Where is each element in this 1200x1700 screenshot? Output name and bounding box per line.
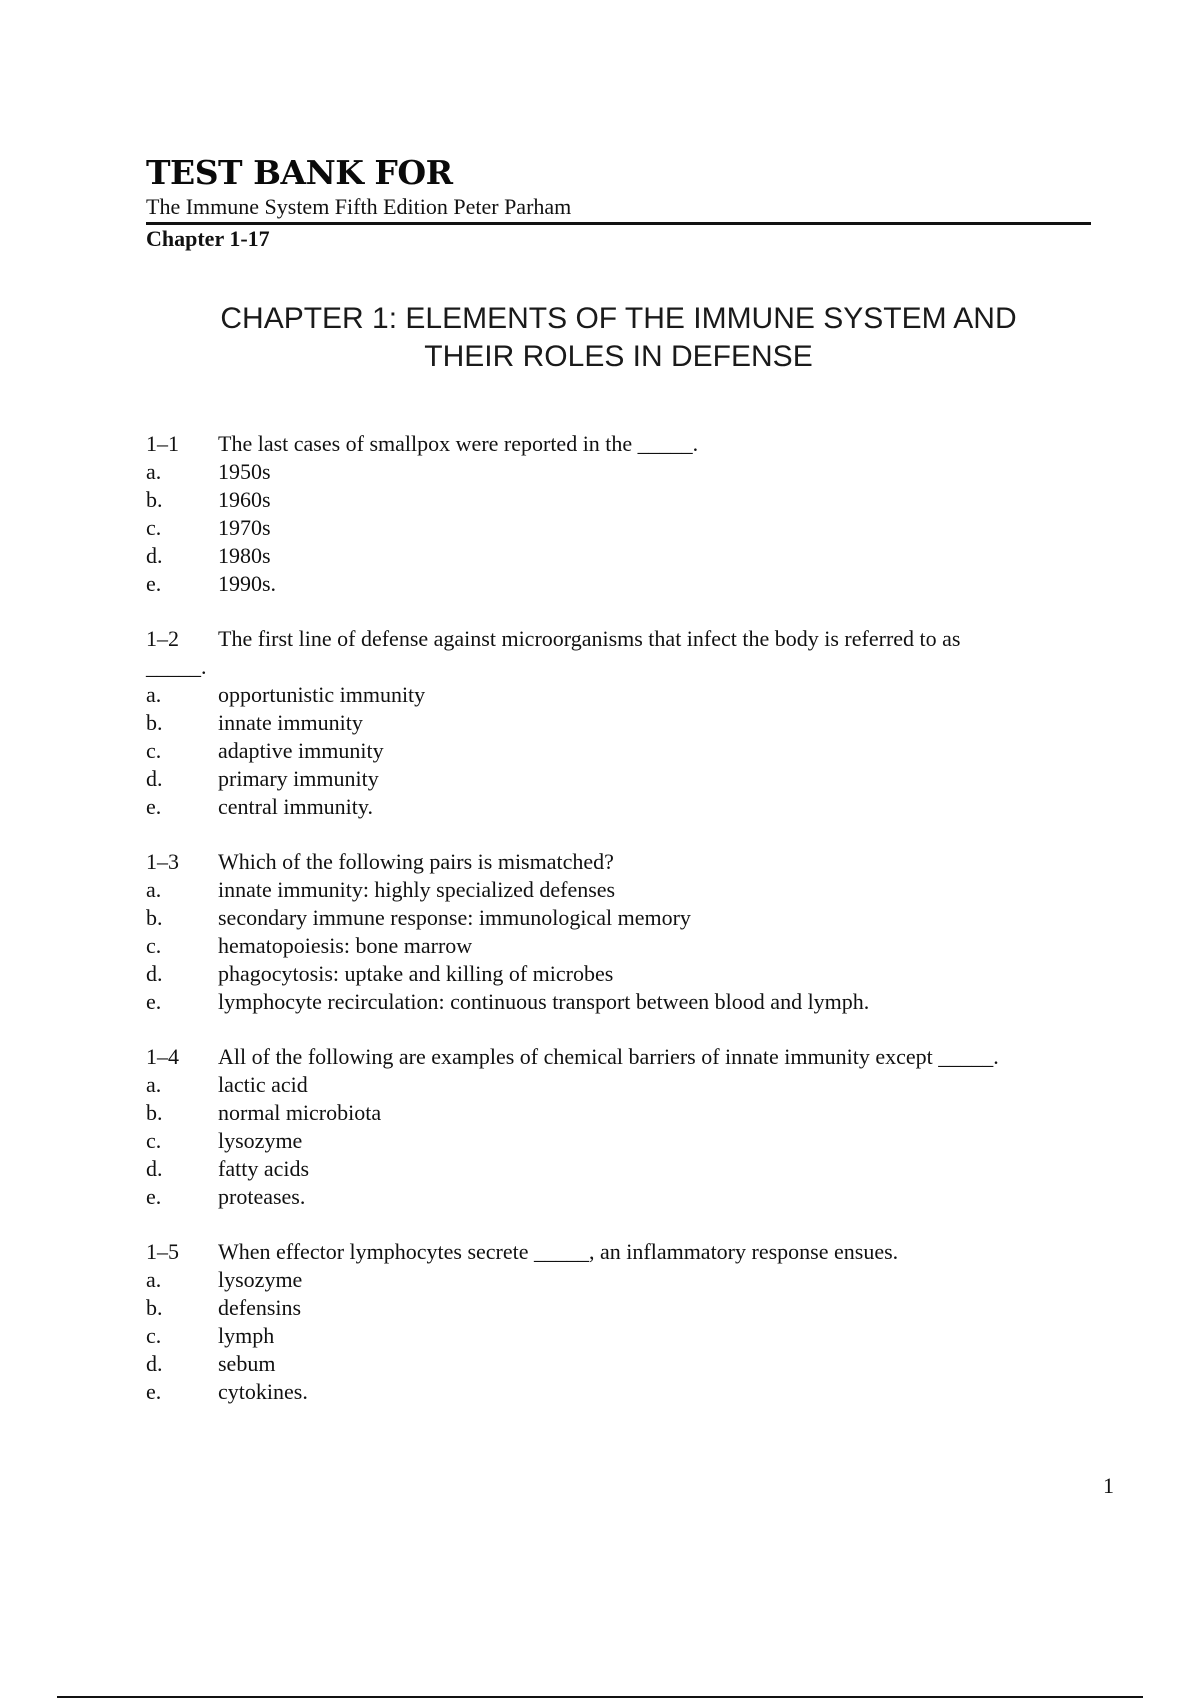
option-letter: d. (146, 1351, 163, 1376)
answer-option (146, 1322, 1096, 1350)
option-text: opportunistic immunity (218, 682, 426, 707)
option-letter: c. (146, 1128, 162, 1153)
question-stem: All of the following are examples of chemical barriers of innate immunity except _____. (218, 1044, 999, 1069)
option-letter: c. (146, 515, 162, 540)
option-letter: d. (146, 961, 163, 986)
page-number: 1 (1103, 1473, 1114, 1498)
option-text: 1970s (218, 515, 271, 540)
option-letter: c. (146, 738, 162, 763)
chapter-heading (146, 300, 1091, 376)
question-1-1 (146, 430, 1096, 598)
test-bank-title: TEST BANK FOR (146, 153, 453, 192)
option-letter: d. (146, 1156, 163, 1181)
chapter-range: Chapter 1-17 (146, 226, 270, 251)
question-stem-row (146, 1238, 1096, 1266)
option-text: phagocytosis: uptake and killing of microbes (218, 961, 614, 986)
document-header (146, 152, 1091, 253)
option-text: innate immunity (218, 710, 363, 735)
option-letter: b. (146, 1100, 163, 1125)
answer-option (146, 542, 1096, 570)
option-letter: e. (146, 1184, 162, 1209)
answer-option (146, 1071, 1096, 1099)
question-stem-continued: _____. (146, 654, 207, 679)
answer-option (146, 1099, 1096, 1127)
question-number: 1–3 (146, 849, 179, 874)
answer-option (146, 1378, 1096, 1406)
answer-option (146, 681, 1096, 709)
answer-option (146, 486, 1096, 514)
answer-option (146, 765, 1096, 793)
answer-option (146, 988, 1096, 1016)
option-letter: e. (146, 794, 162, 819)
answer-option (146, 960, 1096, 988)
answer-option (146, 1155, 1096, 1183)
answer-option (146, 1127, 1096, 1155)
question-1-4 (146, 1043, 1096, 1211)
option-text: central immunity. (218, 794, 373, 819)
option-text: lysozyme (218, 1267, 303, 1292)
question-list (146, 430, 1096, 1433)
option-text: adaptive immunity (218, 738, 384, 763)
option-letter: b. (146, 1295, 163, 1320)
option-letter: a. (146, 877, 162, 902)
option-text: secondary immune response: immunological memory (218, 905, 691, 930)
option-letter: b. (146, 710, 163, 735)
option-text: lymphocyte recirculation: continuous transport between blood and lymph. (218, 989, 870, 1014)
chapter-heading-line-2: THEIR ROLES IN DEFENSE (424, 340, 813, 373)
option-text: 1960s (218, 487, 271, 512)
option-letter: e. (146, 571, 162, 596)
answer-option (146, 904, 1096, 932)
option-text: lactic acid (218, 1072, 308, 1097)
option-text: 1950s (218, 459, 271, 484)
answer-option (146, 1183, 1096, 1211)
option-letter: e. (146, 989, 162, 1014)
option-text: proteases. (218, 1184, 306, 1209)
answer-option (146, 1350, 1096, 1378)
option-letter: a. (146, 1267, 162, 1292)
question-stem: When effector lymphocytes secrete _____, an inflammatory response ensues. (218, 1239, 899, 1264)
question-stem: The last cases of smallpox were reported in the _____. (218, 431, 699, 456)
book-title: The Immune System Fifth Edition Peter Parham (146, 194, 572, 219)
question-1-3 (146, 848, 1096, 1016)
option-letter: a. (146, 682, 162, 707)
option-text: primary immunity (218, 766, 379, 791)
option-letter: a. (146, 459, 162, 484)
question-1-5 (146, 1238, 1096, 1406)
question-number: 1–1 (146, 431, 179, 456)
question-number: 1–4 (146, 1044, 179, 1069)
question-stem-row (146, 848, 1096, 876)
option-letter: c. (146, 933, 162, 958)
option-text: hematopoiesis: bone marrow (218, 933, 473, 958)
option-text: normal microbiota (218, 1100, 382, 1125)
option-letter: c. (146, 1323, 162, 1348)
option-text: lymph (218, 1323, 275, 1348)
question-stem-row (146, 1043, 1096, 1071)
question-stem: The first line of defense against microorganisms that infect the body is referred to as (218, 626, 961, 651)
answer-option (146, 1266, 1096, 1294)
option-text: lysozyme (218, 1128, 303, 1153)
option-text: innate immunity: highly specialized defenses (218, 877, 616, 902)
question-stem: Which of the following pairs is mismatched? (218, 849, 614, 874)
footer-rule (57, 1696, 1143, 1698)
question-stem-row (146, 430, 1096, 458)
option-letter: b. (146, 487, 163, 512)
question-number: 1–2 (146, 626, 179, 651)
question-stem-row (146, 625, 1096, 653)
option-letter: d. (146, 766, 163, 791)
option-text: fatty acids (218, 1156, 310, 1181)
answer-option (146, 793, 1096, 821)
answer-option (146, 709, 1096, 737)
option-text: cytokines. (218, 1379, 308, 1404)
question-number: 1–5 (146, 1239, 179, 1264)
option-letter: d. (146, 543, 163, 568)
option-letter: b. (146, 905, 163, 930)
option-text: 1990s. (218, 571, 277, 596)
answer-option (146, 514, 1096, 542)
option-letter: a. (146, 1072, 162, 1097)
answer-option (146, 876, 1096, 904)
option-text: sebum (218, 1351, 276, 1376)
answer-option (146, 570, 1096, 598)
option-letter: e. (146, 1379, 162, 1404)
option-text: defensins (218, 1295, 302, 1320)
chapter-heading-line-1: CHAPTER 1: ELEMENTS OF THE IMMUNE SYSTEM AND (220, 302, 1017, 335)
answer-option (146, 1294, 1096, 1322)
answer-option (146, 737, 1096, 765)
option-text: 1980s (218, 543, 271, 568)
answer-option (146, 932, 1096, 960)
question-1-2 (146, 625, 1096, 821)
answer-option (146, 458, 1096, 486)
